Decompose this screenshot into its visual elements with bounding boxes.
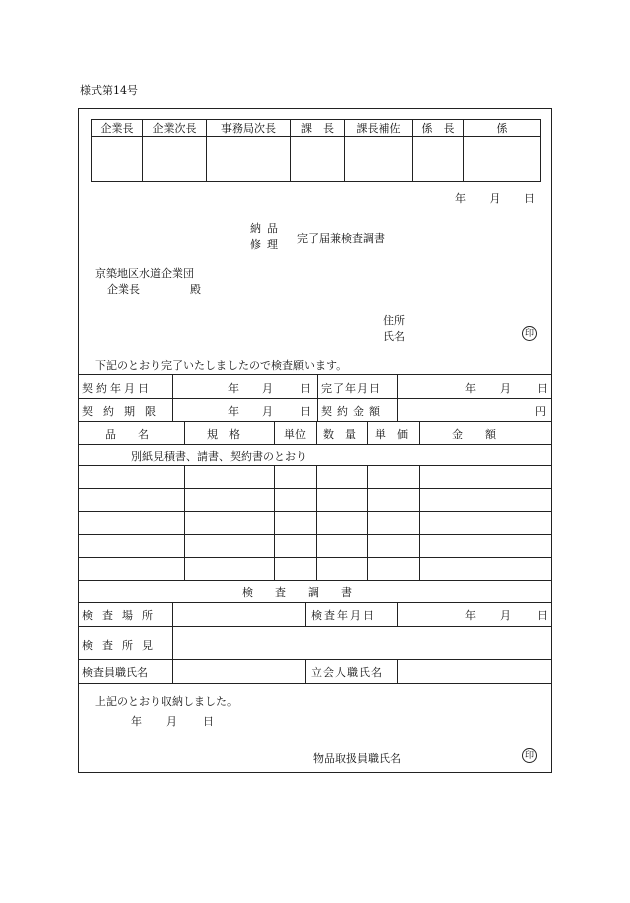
grid-line [78,580,552,581]
name-label: 氏名 [383,330,405,343]
items-note: 別紙見積書、請書、契約書のとおり [131,450,307,463]
inspection-opinion-label: 検査所見 [82,639,162,652]
grid-line [78,626,552,627]
addressee-org: 京築地区水道企業団 [95,267,194,280]
title-type-stack [250,221,284,253]
inspector-label: 検査員職氏名 [82,666,148,679]
day-label: 日 [537,609,548,622]
month-label: 月 [500,382,511,395]
approval-header-kakari: 係 [464,120,541,137]
grid-line [78,465,552,466]
addressee-title: 企業長 [107,283,140,296]
submission-date [455,190,535,206]
inspection-date-label: 検査年月日 [311,609,376,622]
grid-line [172,374,173,421]
day-label: 日 [300,382,311,395]
inspection-section-title: 検 査 調 書 [242,586,352,599]
grid-line [78,421,552,422]
grid-line [184,465,185,580]
grid-line [305,659,306,683]
year-label: 年 [228,405,239,418]
item-header-spec: 規 格 [207,428,240,441]
day-label: 日 [203,715,214,728]
receipt-text: 上記のとおり収納しました。 [95,695,238,708]
grid-line [78,602,552,603]
grid-line [397,659,398,683]
grid-line [367,421,368,444]
item-header-name: 品 名 [105,428,149,441]
address-label: 住所 [383,314,405,327]
grid-line [78,683,552,684]
approval-header-kakaricho: 係 長 [413,120,464,137]
contract-date-label: 契約年月日 [82,382,152,395]
title-nohin: 納品 [250,222,284,235]
day-label: 日 [524,192,535,205]
year-label: 年 [455,192,466,205]
approval-header-kigyojicho: 企業次長 [143,120,207,137]
seal-icon: 印 [522,748,537,763]
grid-line [274,421,275,444]
document-title: 完了届兼検査調書 [297,232,385,245]
approval-header-kigyocho: 企業長 [92,120,143,137]
approval-stamp-cell[interactable] [413,137,464,182]
year-label: 年 [228,382,239,395]
grid-line [419,465,420,580]
day-label: 日 [537,382,548,395]
grid-line [78,557,552,558]
month-label: 月 [489,192,501,205]
grid-line [317,374,318,421]
grid-line [78,534,552,535]
grid-line [78,488,552,489]
month-label: 月 [262,405,273,418]
grid-line [78,511,552,512]
month-label: 月 [500,609,511,622]
year-label: 年 [465,382,476,395]
item-header-unit-price: 単 価 [375,428,408,441]
year-label: 年 [465,609,476,622]
grid-line [184,421,185,444]
year-label: 年 [131,715,142,728]
approval-stamp-cell[interactable] [345,137,413,182]
grid-line [316,465,317,580]
witness-label: 立会人職氏名 [311,666,383,679]
approval-stamp-cell[interactable] [291,137,345,182]
grid-line [274,465,275,580]
completion-date-label: 完了年月日 [321,382,381,395]
grid-line [316,421,317,444]
approval-table [91,119,541,182]
grid-line [78,374,552,375]
form-number: 様式第14号 [80,84,138,97]
contract-period-label: 契約期限 [82,405,166,418]
approval-header-jimukyokujicho: 事務局次長 [207,120,291,137]
grid-line [78,444,552,445]
seal-icon: 印 [522,326,537,341]
month-label: 月 [166,715,177,728]
grid-line [78,398,552,399]
grid-line [305,602,306,626]
yen-label: 円 [535,405,546,418]
contract-amount-label: 契約金額 [321,405,385,418]
month-label: 月 [262,382,273,395]
day-label: 日 [300,405,311,418]
approval-stamp-cell[interactable] [207,137,291,182]
grid-line [419,421,420,444]
officer-label: 物品取扱員職氏名 [313,752,401,765]
item-header-quantity: 数 量 [323,428,356,441]
inspection-place-label: 検査場所 [82,609,162,622]
grid-line [397,602,398,626]
item-header-unit: 単位 [284,428,306,441]
title-shuri: 修理 [250,238,284,251]
approval-stamp-cell[interactable] [464,137,541,182]
grid-line [367,465,368,580]
approval-header-kacho: 課 長 [291,120,345,137]
approval-stamp-cell[interactable] [143,137,207,182]
request-text: 下記のとおり完了いたしましたので検査願います。 [95,359,348,372]
item-header-amount: 金 額 [452,428,496,441]
approval-stamp-cell[interactable] [92,137,143,182]
grid-line [397,374,398,421]
addressee-honorific: 殿 [190,283,201,296]
grid-line [78,659,552,660]
grid-line [172,602,173,683]
approval-header-kachohosa: 課長補佐 [345,120,413,137]
